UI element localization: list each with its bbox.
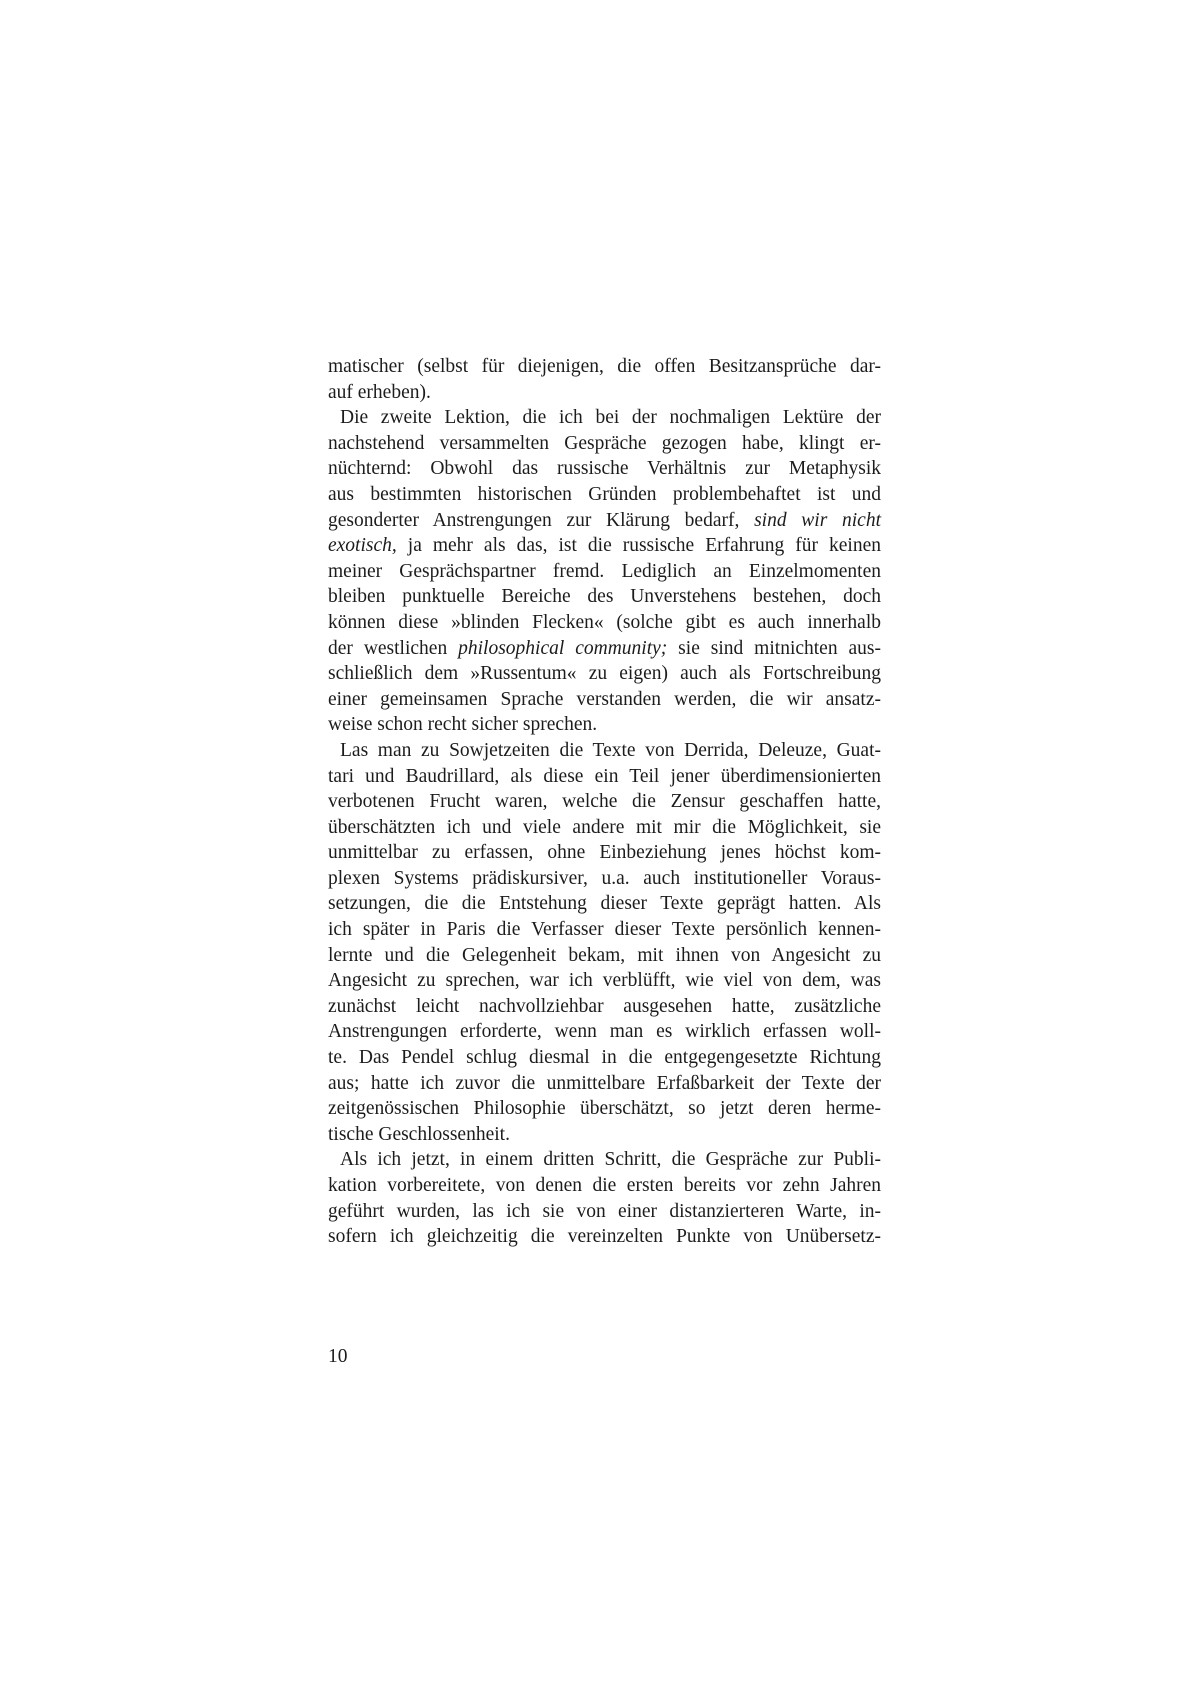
text-line bbox=[328, 1224, 881, 1250]
text-line bbox=[328, 431, 881, 457]
text-run: unmittelbar zu erfassen, ohne Einbeziehung jenes höchst kom- bbox=[328, 842, 881, 864]
text-run: sofern ich gleichzeitig die vereinzelten Punkte von Unübersetz- bbox=[328, 1226, 881, 1248]
italic-text: sind wir nicht bbox=[754, 509, 881, 531]
text-line bbox=[328, 712, 881, 738]
text-run: bleiben punktuelle Bereiche des Unverstehens bestehen, doch bbox=[328, 586, 881, 608]
page-number: 10 bbox=[328, 1346, 348, 1367]
text-line bbox=[328, 1147, 881, 1173]
text-line bbox=[328, 1071, 881, 1097]
text-line bbox=[328, 405, 881, 431]
text-run: Angesicht zu sprechen, war ich verblüfft, wie viel von dem, was bbox=[328, 970, 881, 992]
text-line bbox=[328, 1173, 881, 1199]
text-line bbox=[328, 891, 881, 917]
paragraph bbox=[328, 405, 881, 738]
text-line bbox=[328, 610, 881, 636]
text-run: Anstrengungen erforderte, wenn man es wirklich erfassen woll- bbox=[328, 1021, 881, 1043]
text-line bbox=[328, 815, 881, 841]
text-line bbox=[328, 482, 881, 508]
paragraph bbox=[328, 1147, 881, 1249]
text-line bbox=[328, 1122, 881, 1148]
text-line bbox=[328, 1019, 881, 1045]
paragraph bbox=[328, 738, 881, 1148]
text-run: aus bestimmten historischen Gründen problembehaftet ist und bbox=[328, 483, 881, 505]
text-run: kation vorbereitete, von denen die ersten bereits vor zehn Jahren bbox=[328, 1175, 881, 1196]
text-run: Las man zu Sowjetzeiten die Texte von Derrida, Deleuze, Guat- bbox=[340, 739, 881, 761]
text-line bbox=[328, 943, 881, 969]
paragraph bbox=[328, 354, 881, 405]
text-line bbox=[328, 508, 881, 534]
text-run: gesonderter Anstrengungen zur Klärung bedarf, bbox=[328, 509, 755, 531]
text-line bbox=[328, 764, 881, 790]
italic-text: philosophical community; bbox=[458, 637, 668, 659]
text-line bbox=[328, 636, 881, 662]
text-line bbox=[328, 1096, 881, 1122]
text-run: weise schon recht sicher sprechen. bbox=[328, 714, 598, 736]
text-run: tische Geschlossenheit. bbox=[328, 1123, 510, 1145]
text-line bbox=[328, 354, 881, 380]
text-run: können diese »blinden Flecken« (solche gibt es auch innerhalb bbox=[328, 611, 881, 633]
text-line bbox=[328, 456, 881, 482]
text-run: schließlich dem »Russentum« zu eigen) auch als Fortschreibung bbox=[328, 663, 881, 685]
text-run: lernte und die Gelegenheit bekam, mit ihnen von Angesicht zu bbox=[328, 944, 881, 966]
text-line bbox=[328, 687, 881, 713]
text-line bbox=[328, 789, 881, 815]
text-run: geführt wurden, las ich sie von einer distanzierteren Warte, in- bbox=[328, 1200, 881, 1222]
text-line bbox=[328, 994, 881, 1020]
text-run: verbotenen Frucht waren, welche die Zensur geschaffen hatte, bbox=[328, 791, 881, 813]
text-run: matischer (selbst für diejenigen, die offen Besitzansprüche dar- bbox=[328, 356, 881, 377]
text-line bbox=[328, 840, 881, 866]
italic-text: exotisch, bbox=[328, 535, 397, 557]
text-run: der westlichen bbox=[328, 637, 459, 659]
text-run: überschätzten ich und viele andere mit mir die Möglichkeit, sie bbox=[328, 816, 881, 838]
text-run: Die zweite Lektion, die ich bei der nochmaligen Lektüre der bbox=[340, 407, 881, 429]
text-run: setzungen, die die Entstehung dieser Texte geprägt hatten. Als bbox=[328, 893, 881, 915]
text-line bbox=[328, 1045, 881, 1071]
text-run: te. Das Pendel schlug diesmal in die entgegengesetzte Richtung bbox=[328, 1047, 881, 1069]
text-line bbox=[328, 380, 881, 406]
text-run: ich später in Paris die Verfasser dieser Texte persönlich kennen- bbox=[328, 919, 881, 941]
text-run: einer gemeinsamen Sprache verstanden werden, die wir ansatz- bbox=[328, 688, 881, 710]
text-line bbox=[328, 533, 881, 559]
text-run: tari und Baudrillard, als diese ein Teil jener überdimensionierten bbox=[328, 765, 881, 787]
text-line bbox=[328, 1199, 881, 1225]
text-run: ja mehr als das, ist die russische Erfahrung für keinen bbox=[396, 535, 881, 557]
text-run: meiner Gesprächspartner fremd. Lediglich an Einzelmomenten bbox=[328, 560, 881, 582]
text-run: Als ich jetzt, in einem dritten Schritt, die Gespräche zur Publi- bbox=[340, 1149, 881, 1171]
text-run: aus; hatte ich zuvor die unmittelbare Erfaßbarkeit der Texte der bbox=[328, 1072, 881, 1094]
text-run: auf erheben). bbox=[328, 381, 431, 403]
text-line bbox=[328, 661, 881, 687]
text-line bbox=[328, 738, 881, 764]
text-run: plexen Systems prädiskursiver, u.a. auch institutioneller Voraus- bbox=[328, 867, 881, 889]
text-line bbox=[328, 559, 881, 585]
text-run: sie sind mitnichten aus- bbox=[667, 637, 881, 659]
text-line bbox=[328, 917, 881, 943]
text-run: nüchternd: Obwohl das russische Verhältnis zur Metaphysik bbox=[328, 458, 881, 480]
text-run: nachstehend versammelten Gespräche gezogen habe, klingt er- bbox=[328, 432, 881, 454]
text-run: zeitgenössischen Philosophie überschätzt, so jetzt deren herme- bbox=[328, 1098, 881, 1120]
text-run: zunächst leicht nachvollziehbar ausgesehen hatte, zusätzliche bbox=[328, 995, 881, 1017]
text-line bbox=[328, 968, 881, 994]
text-line bbox=[328, 584, 881, 610]
body-text bbox=[328, 354, 881, 1250]
text-line bbox=[328, 866, 881, 892]
